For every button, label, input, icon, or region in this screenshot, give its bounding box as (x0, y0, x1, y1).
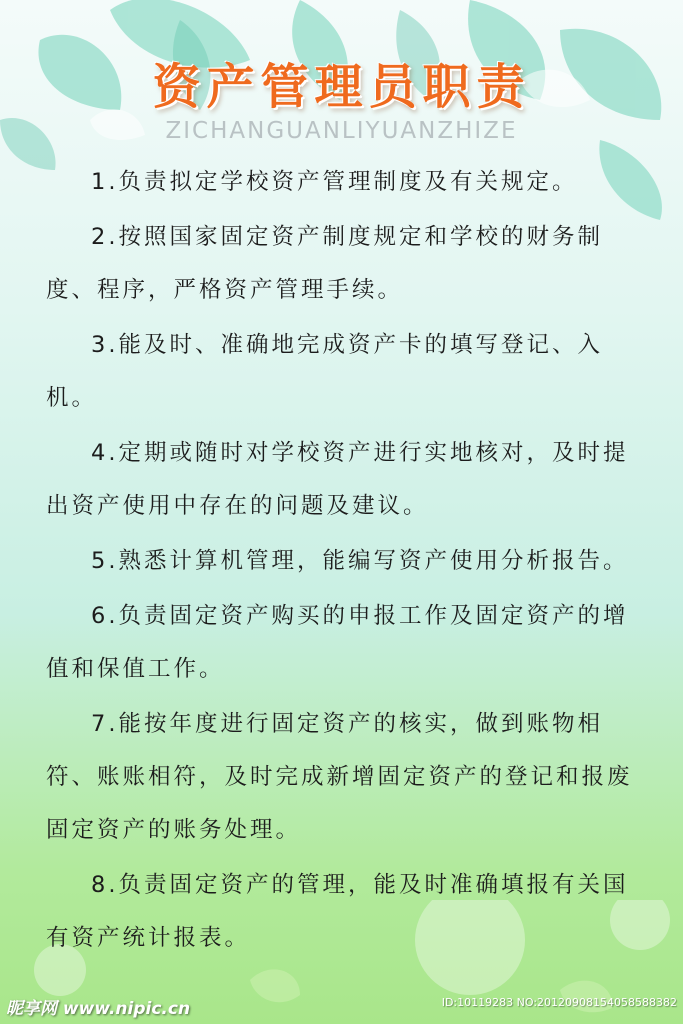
duty-item-5: 5.熟悉计算机管理，能编写资产使用分析报告。 (91, 548, 629, 574)
duty-item-8: 8.负责固定资产的管理，能及时准确填报有关国有资产统计报表。 (46, 872, 629, 951)
page-title: 资产管理员职责 (152, 59, 531, 115)
duty-item-1: 1.负责拟定学校资产管理制度及有关规定。 (91, 169, 578, 195)
duty-item-6: 6.负责固定资产购买的申报工作及固定资产的增值和保值工作。 (46, 603, 629, 682)
duty-item-3: 3.能及时、准确地完成资产卡的填写登记、入机。 (46, 332, 603, 411)
duties-list (46, 156, 646, 967)
image-id-watermark: ID:10119283 NO:20120908154058588382 (441, 996, 677, 1009)
duty-item-4: 4.定期或随时对学校资产进行实地核对，及时提出资产使用中存在的问题及建议。 (46, 440, 629, 519)
site-watermark: 昵享网 www.nipic.cn (6, 999, 191, 1019)
page-subtitle: ZICHANGUANLIYUANZHIZE (165, 118, 518, 144)
duty-item-7: 7.能按年度进行固定资产的核实，做到账物相符、账账相符，及时完成新增固定资产的登记和报废固定资产的账务处理。 (46, 711, 633, 843)
duty-item-2: 2.按照国家固定资产制度规定和学校的财务制度、程序，严格资产管理手续。 (46, 224, 603, 303)
